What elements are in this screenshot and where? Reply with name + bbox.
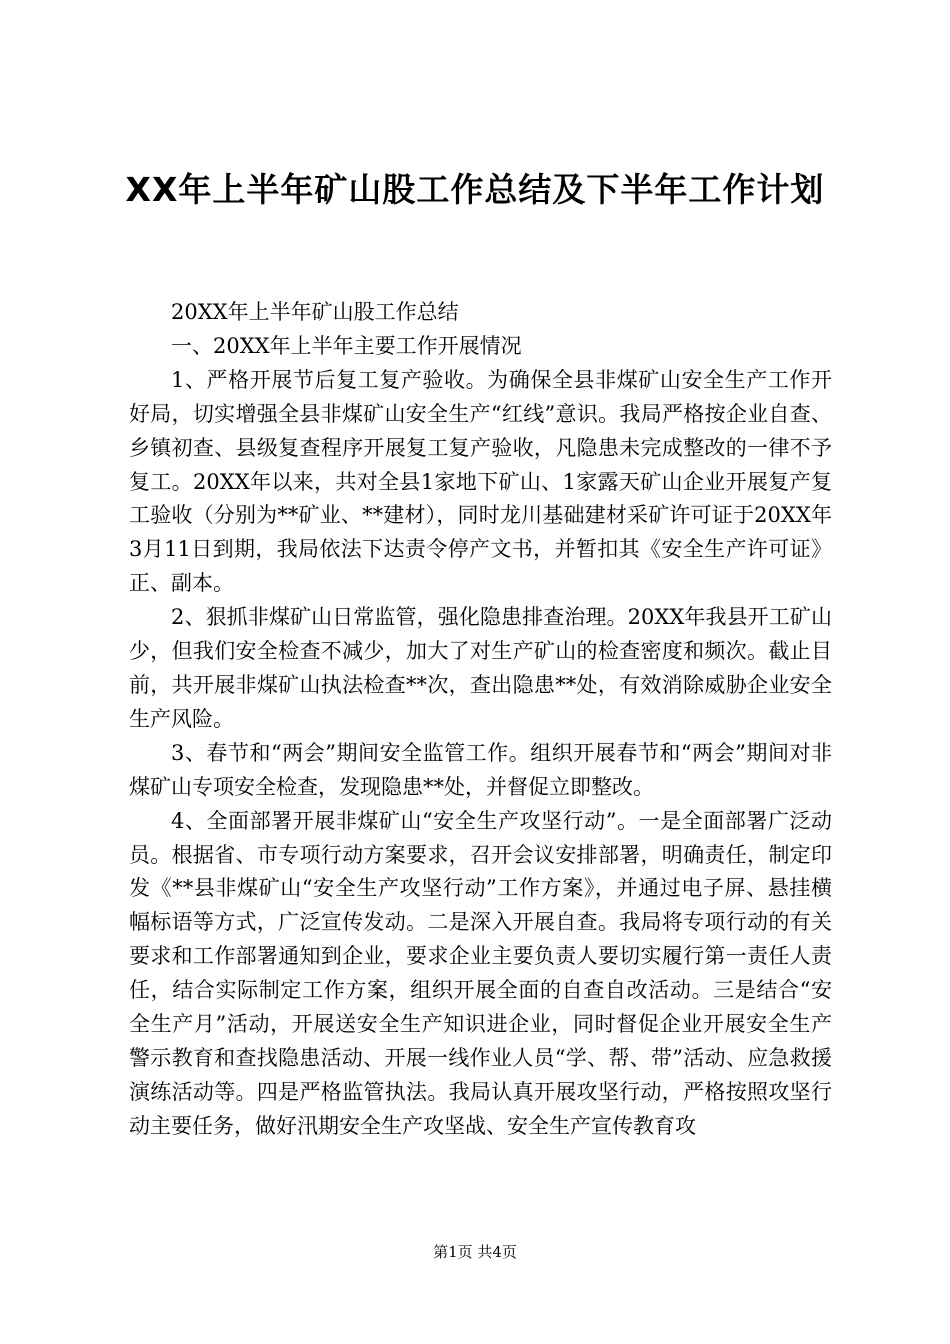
paragraph-item-4: 4、全面部署开展非煤矿山“安全生产攻坚行动”。一是全面部署广泛动员。根据省、市专项行动方案要求，召开会议安排部署，明确责任，制定印发《**县非煤矿山“安全生产攻坚行动”工作方案》，并通过电子屏、悬挂横幅标语等方式，广泛宣传发动。二是深入开展自查。我局将专项行动的有关要求和工作部署通知到企业，要求企业主要负责人要切实履行第一责任人责任，结合实际制定工作方案，组织开展全面的自查自改活动。三是结合“安全生产月”活动，开展送安全生产知识进企业，同时督促企业开展安全生产警示教育和查找隐患活动、开展一线作业人员“学、帮、带”活动、应急救援演练活动等。四是严格监管执法。我局认真开展攻坚行动，严格按照攻坚行动主要任务，做好汛期安全生产攻坚战、安全生产宣传教育攻: [129, 808, 832, 1138]
paragraph-item-3: 3、春节和“两会”期间安全监管工作。组织开展春节和“两会”期间对非煤矿山专项安全检查，发现隐患**处，并督促立即整改。: [129, 740, 832, 799]
document-body: [129, 296, 832, 1144]
subsection-heading: 一、20XX年上半年主要工作开展情况: [171, 333, 522, 358]
document-title: XX年上半年矿山股工作总结及下半年工作计划: [125, 170, 825, 209]
page-number-footer: 第1页 共4页: [433, 1243, 517, 1261]
paragraph-item-1: 1、严格开展节后复工复产验收。为确保全县非煤矿山安全生产工作开好局，切实增强全县非煤矿山安全生产“红线”意识。我局严格按企业自查、乡镇初查、县级复查程序开展复工复产验收，凡隐患未完成整改的一律不予复工。20XX年以来，共对全县1家地下矿山、1家露天矿山企业开展复产复工验收（分别为**矿业、**建材），同时龙川基础建材采矿许可证于20XX年3月11日到期，我局依法下达责令停产文书，并暂扣其《安全生产许可证》正、副本。: [129, 367, 832, 596]
section-heading: 20XX年上半年矿山股工作总结: [171, 300, 459, 324]
paragraph-item-2: 2、狠抓非煤矿山日常监管，强化隐患排查治理。20XX年我县开工矿山少，但我们安全检查不减少，加大了对生产矿山的检查密度和频次。截止目前，共开展非煤矿山执法检查**次，查出隐患**处，有效消除威胁企业安全生产风险。: [129, 605, 832, 731]
